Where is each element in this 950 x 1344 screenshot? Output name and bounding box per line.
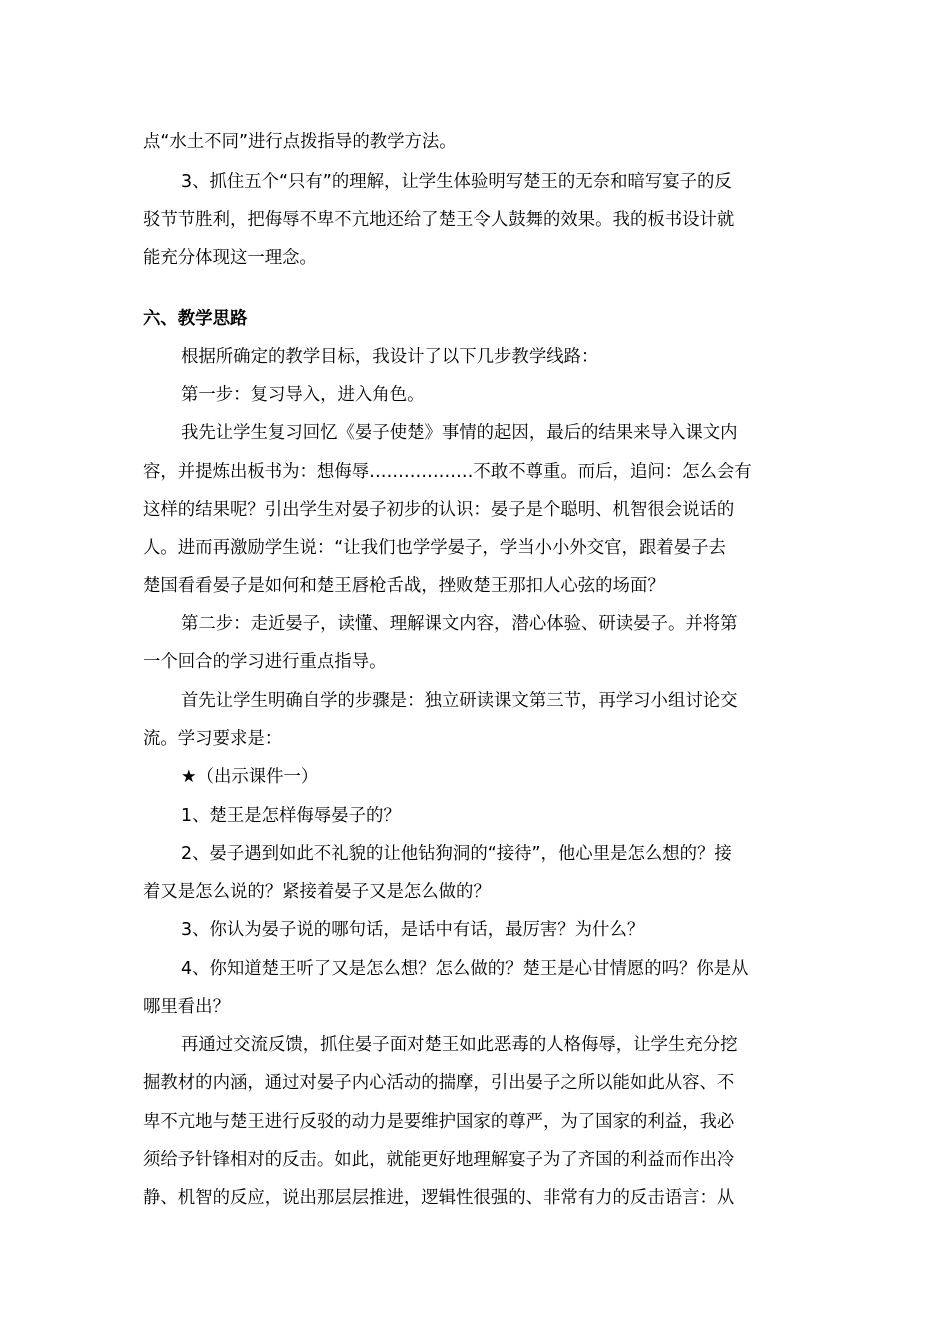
question-2: 2、晏子遇到如此不礼貌的让他钻狗洞的“接待”，他心里是怎么想的？接 [181,844,732,864]
question-1: 1、楚王是怎样侮辱晏子的？ [181,806,401,826]
paragraph-line: 静、机智的反应，说出那层层推进，逻辑性很强的、非常有力的反击语言：从 [143,1188,735,1208]
question-2-continued: 着又是怎么说的？紧接着晏子又是怎么做的？ [143,882,491,902]
list-item-3-line: 3、抓住五个“只有”的理解，让学生体验明写楚王的无奈和暗写宴子的反 [181,172,732,192]
section-heading: 六、教学思路 [143,309,248,329]
paragraph-line: 一个回合的学习进行重点指导。 [143,652,387,672]
paragraph-line: 卑不亢地与楚王进行反驳的动力是要维护国家的尊严，为了国家的利益，我必 [143,1112,735,1132]
paragraph-line: 掘教材的内涵，通过对晏子内心活动的揣摩，引出晏子之所以能如此从容、不 [143,1073,735,1093]
question-3: 3、你认为晏子说的哪句话，是话中有话，最厉害？为什么？ [181,920,645,940]
courseware-note: ★（出示课件一） [181,767,319,787]
paragraph-line: 驳节节胜利，把侮辱不卑不亢地还给了楚王令人鼓舞的效果。我的板书设计就 [143,210,735,230]
paragraph-line: 首先让学生明确自学的步骤是：独立研读课文第三节，再学习小组讨论交 [181,691,738,711]
question-4-continued: 哪里看出？ [143,997,230,1017]
paragraph-line: 能充分体现这一理念。 [143,248,317,268]
paragraph-line: 流。学习要求是： [143,729,283,749]
paragraph-line: 根据所确定的教学目标，我设计了以下几步教学线路： [181,347,599,367]
paragraph-line: 这样的结果呢？引出学生对晏子初步的认识：晏子是个聪明、机智很会说话的 [143,500,735,520]
paragraph-line: 我先让学生复习回忆《晏子使楚》事情的起因，最后的结果来导入课文内 [181,423,738,443]
paragraph-line: 人。进而再激励学生说：“让我们也学学晏子，学当小小外交官，跟着晏子去 [143,538,726,558]
step-two-line: 第二步：走近晏子，读懂、理解课文内容，潜心体验、研读晏子。并将第 [181,614,738,634]
paragraph-line: 点“水土不同”进行点拨指导的教学方法。 [143,132,457,152]
question-4: 4、你知道楚王听了又是怎么想？怎么做的？楚王是心甘情愿的吗？你是从 [181,959,749,979]
paragraph-line: 再通过交流反馈，抓住晏子面对楚王如此恶毒的人格侮辱，让学生充分挖 [181,1035,738,1055]
paragraph-line: 容，并提炼出板书为：想侮辱………………不敢不尊重。而后，追问：怎么会有 [143,462,752,482]
paragraph-line: 楚国看看晏子是如何和楚王唇枪舌战，挫败楚王那扣人心弦的场面？ [143,576,665,596]
paragraph-line: 须给予针锋相对的反击。如此，就能更好地理解宴子为了齐国的利益而作出冷 [143,1150,735,1170]
step-one-line: 第一步：复习导入，进入角色。 [181,385,425,405]
